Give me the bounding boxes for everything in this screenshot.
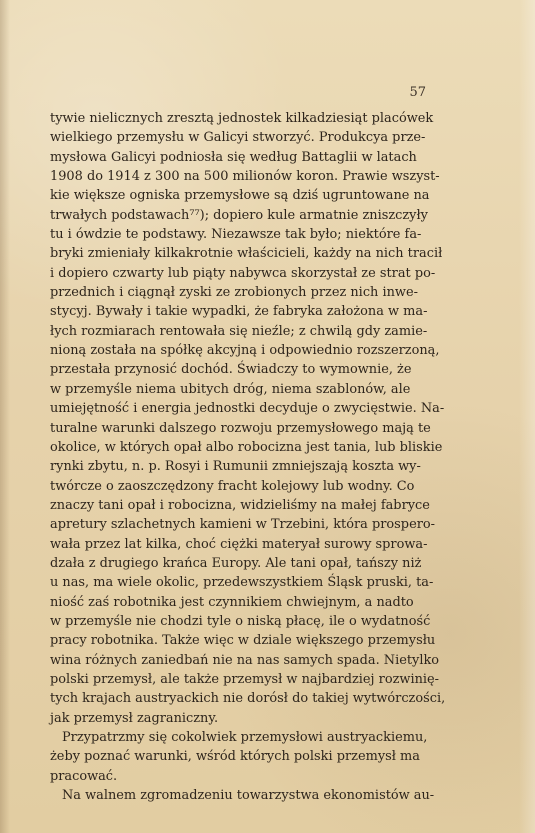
page-right-highlight [519, 0, 535, 833]
text-line-4: 1908 do 1914 z 300 na 500 milionów koron. Prawie wszyst- [50, 169, 440, 185]
text-line-18: okolice, w których opał albo robocizna jest tania, lub bliskie [50, 439, 443, 455]
text-line-17: turalne warunki dalszego rozwoju przemysłowego mają te [50, 420, 431, 436]
text-line-9: i dopiero czwarty lub piąty nabywca skorzystał ze strat po- [50, 265, 436, 281]
text-line-12: łych rozmiarach rentowała się nieźle; z chwilą gdy zamie- [50, 323, 428, 339]
text-line-7: tu i ówdzie te podstawy. Niezawsze tak było; niektóre fa- [50, 227, 422, 243]
text-line-16: umiejętność i energia jednostki decyduje o zwycięstwie. Na- [50, 401, 445, 417]
text-line-29: wina różnych zaniedbań nie na nas samych spada. Nietylko [50, 652, 440, 668]
text-line-33: Przypatrzmy się cokolwiek przemysłowi austryackiemu, [62, 730, 428, 745]
text-line-31: tych krajach austryackich nie dorósł do takiej wytwórczości, [50, 691, 446, 707]
page-text-block [50, 109, 446, 805]
text-line-28: pracy robotnika. Także więc w dziale większego przemysłu [50, 633, 436, 649]
text-line-32: jak przemysł zagraniczny. [50, 710, 219, 726]
text-line-25: u nas, ma wiele okolic, przedewszystkiem Śląsk pruski, ta- [50, 575, 434, 591]
text-line-10: przednich i ciągnął zyski ze zrobionych przez nich inwe- [50, 285, 418, 301]
page-number: 57 [409, 85, 426, 100]
text-line-35: pracować. [50, 768, 118, 784]
text-line-8: bryki zmieniały kilkakrotnie właścicieli, każdy na nich tracił [50, 246, 443, 262]
text-line-21: znaczy tani opał i robocizna, widzieliśmy na małej fabryce [50, 497, 430, 513]
text-line-3: mysłowa Galicyi podniosła się według Battaglii w latach [50, 149, 417, 165]
text-line-2: wielkiego przemysłu w Galicyi stworzyć. Produkcya prze- [50, 130, 426, 146]
text-line-20: twórcze o zaoszczędzony fracht kolejowy lub wodny. Co [50, 478, 415, 494]
text-line-14: przestała przynosić dochód. Świadczy to wymownie, że [50, 362, 412, 378]
text-line-15: w przemyśle niema ubitych dróg, niema szablonów, ale [50, 381, 411, 397]
text-line-22: apretury szlachetnych kamieni w Trzebini, która prospero- [50, 517, 436, 533]
text-line-11: stycyj. Bywały i takie wypadki, że fabryka założona w ma- [50, 304, 428, 320]
text-line-5: kie większe ogniska przemysłowe są dziś ugruntowane na [50, 188, 430, 204]
text-line-36: Na walnem zgromadzeniu towarzystwa ekonomistów au- [62, 788, 435, 804]
text-line-26: niość zaś robotnika jest czynnikiem chwiejnym, a nadto [50, 594, 414, 610]
text-line-23: wała przez lat kilka, choć ciężki materyał surowy sprowa- [50, 536, 428, 552]
text-line-6: trwałych podstawach⁷⁷); dopiero kule armatnie zniszczyły [50, 207, 428, 223]
text-line-30: polski przemysł, ale także przemysł w najbardziej rozwinię- [50, 671, 440, 687]
text-line-1: tywie nielicznych zresztą jednostek kilkadziesiąt placówek [50, 111, 434, 126]
text-line-27: w przemyśle nie chodzi tyle o niską płacę, ile o wydatność [50, 613, 431, 629]
text-line-13: nioną została na spółkę akcyjną i odpowiednio rozszerzoną, [50, 343, 440, 359]
page-left-shadow [0, 0, 10, 833]
text-line-19: rynki zbytu, n. p. Rosyi i Rumunii zmniejszają koszta wy- [50, 459, 421, 475]
text-line-24: dzała z drugiego krańca Europy. Ale tani opał, tańszy niż [50, 555, 422, 571]
text-line-34: żeby poznać warunki, wśród których polski przemysł ma [50, 749, 420, 765]
